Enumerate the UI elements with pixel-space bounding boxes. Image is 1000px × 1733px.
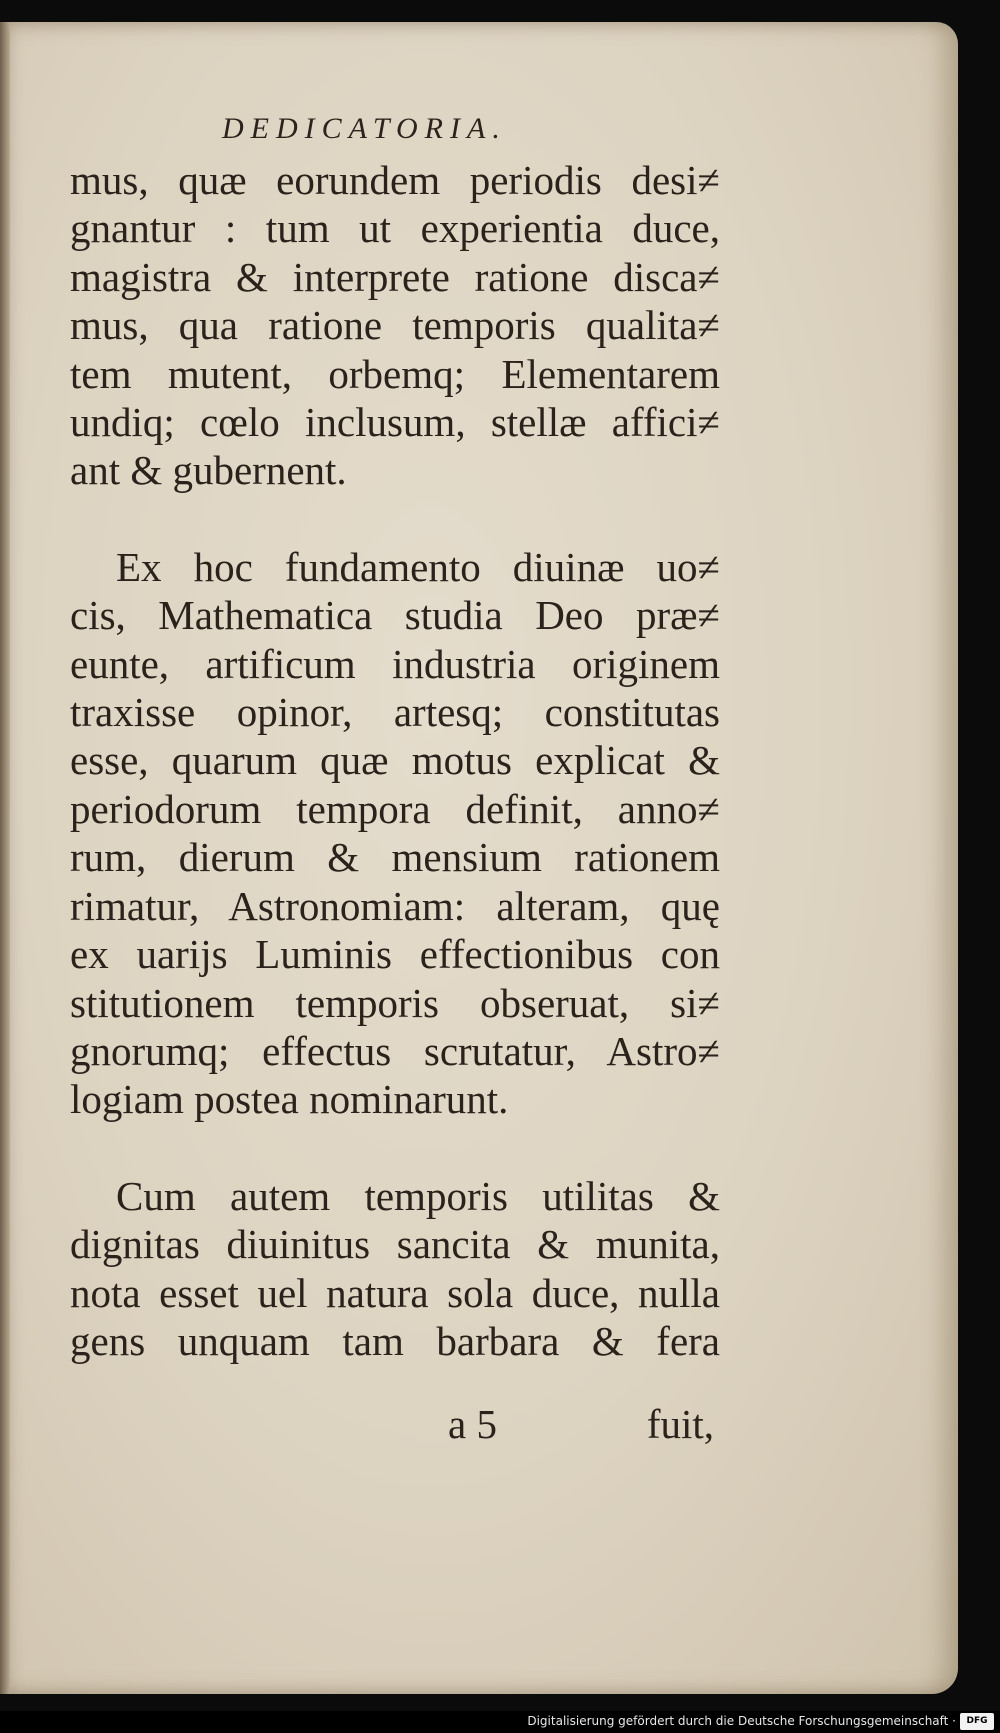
page-text: [70, 156, 720, 1365]
page-gutter-shadow: [0, 22, 10, 1694]
text-line: logiam postea nominarunt.: [70, 1076, 509, 1123]
text-line: eunte, artificum industria originem: [70, 640, 720, 687]
text-line: mus, qua ratione temporis qualita≠: [70, 302, 720, 349]
signature-mark: a 5: [448, 1401, 497, 1447]
text-line: traxisse opinor, artesq; constitutas: [70, 689, 720, 736]
catchword: fuit,: [646, 1401, 714, 1447]
digitization-footer: [0, 1711, 1000, 1733]
text-line: cis, Mathematica studia Deo præ≠: [70, 592, 720, 639]
text-line: Ex hoc fundamento diuinæ uo≠: [116, 543, 720, 590]
text-line: gnantur : tum ut experientia duce,: [70, 205, 720, 252]
text-line: ant & gubernent.: [70, 447, 347, 494]
text-line: Cum autem temporis utilitas &: [116, 1172, 720, 1219]
text-line: dignitas diuinitus sancita & munita,: [70, 1221, 720, 1268]
text-line: tem mutent, orbemq; Elementarem: [70, 350, 720, 397]
text-line: periodorum tempora definit, anno≠: [70, 785, 720, 832]
text-line: ex uarijs Luminis effectionibus con: [70, 931, 720, 978]
signature-line: [70, 1400, 720, 1450]
text-line: rum, dierum & mensium rationem: [70, 834, 720, 881]
dfg-logo-icon: DFG: [960, 1713, 994, 1730]
paragraph-1: [70, 156, 720, 495]
text-line: nota esset uel natura sola duce, nulla: [70, 1269, 720, 1316]
text-line: stitutionem temporis obseruat, si≠: [70, 979, 720, 1026]
text-line: undiq; cœlo inclusum, stellæ affici≠: [70, 399, 720, 446]
text-line: gnorumq; effectus scrutatur, Astro≠: [70, 1027, 720, 1074]
paragraph-2: [70, 543, 720, 1124]
text-line: gens unquam tam barbara & fera: [70, 1317, 720, 1364]
text-line: rimatur, Astronomiam: alteram, quę: [70, 882, 720, 929]
text-line: magistra & interprete ratione disca≠: [70, 253, 720, 300]
text-line: mus, quæ eorundem periodis desi≠: [70, 157, 720, 203]
footer-credit: Digitalisierung gefördert durch die Deutsche Forschungsgemeinschaft ·: [527, 1714, 956, 1728]
running-head: DEDICATORIA.: [222, 112, 507, 145]
paragraph-3: [70, 1172, 720, 1366]
text-line: esse, quarum quæ motus explicat &: [70, 737, 720, 784]
